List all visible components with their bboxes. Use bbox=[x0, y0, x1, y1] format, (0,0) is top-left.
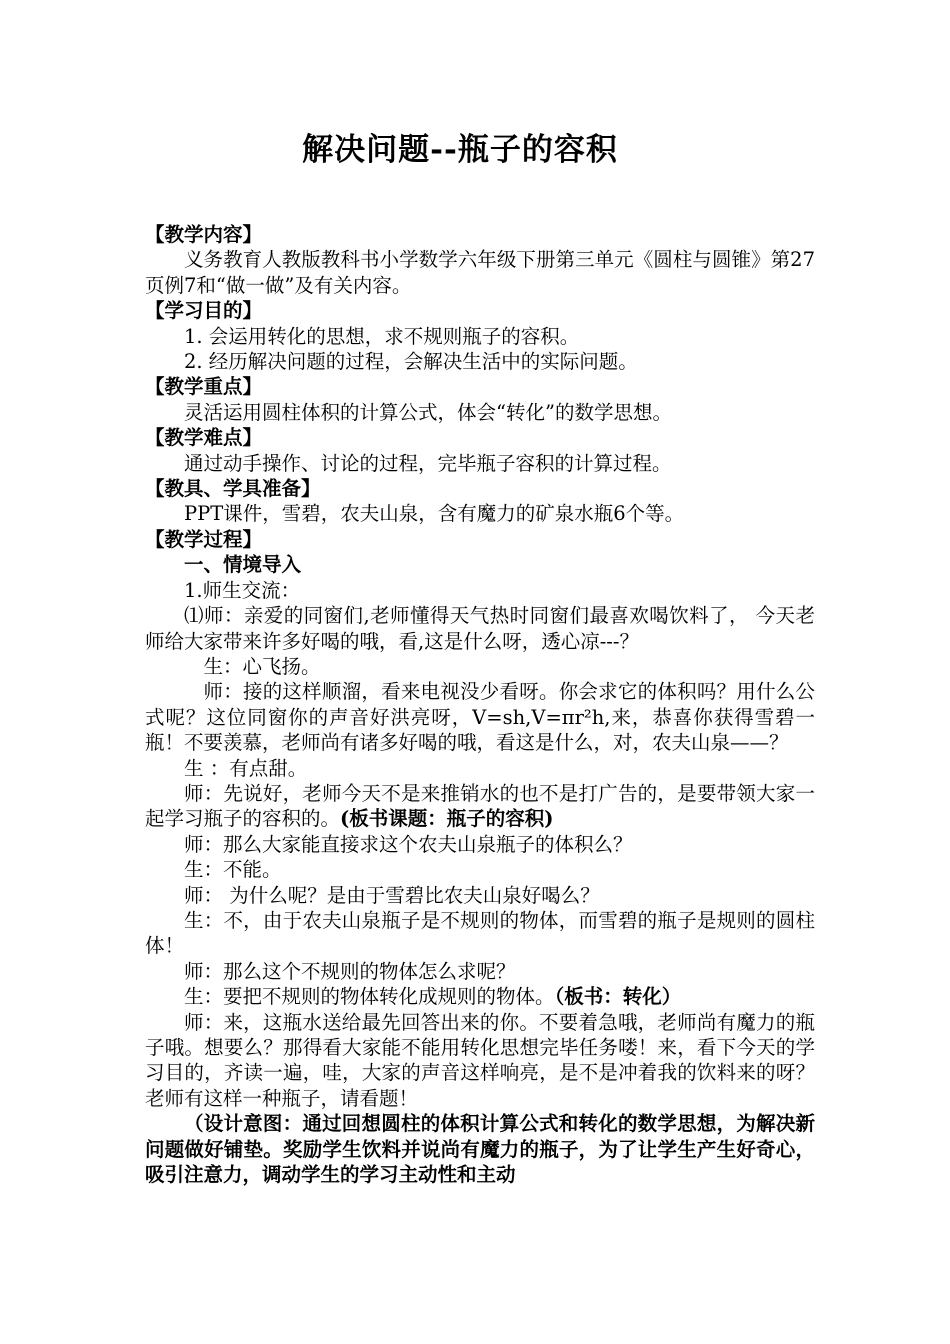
paragraph-step-1: 1.师生交流： bbox=[184, 578, 301, 602]
section-heading-goal: 【学习目的】 bbox=[145, 299, 263, 323]
dialog-line-6: 师：那么大家能直接求这个农夫山泉瓶子的体积么？ bbox=[184, 832, 633, 856]
section-heading-process: 【教学过程】 bbox=[145, 527, 263, 551]
dialog-line-11-text: 生：要把不规则的物体转化成规则的物体。 bbox=[184, 985, 555, 1009]
dialog-line-7: 生：不能。 bbox=[184, 858, 282, 882]
paragraph-difficulty: 通过动手操作、讨论的过程，完毕瓶子容积的计算过程。 bbox=[184, 451, 672, 475]
dialog-line-10: 师：那么这个不规则的物体怎么求呢？ bbox=[184, 959, 516, 983]
section-heading-difficulty: 【教学难点】 bbox=[145, 426, 263, 450]
paragraph-goal-1: 1. 会运用转化的思想，求不规则瓶子的容积。 bbox=[184, 324, 580, 348]
board-note-title: (板书课题：瓶子的容积) bbox=[340, 807, 554, 831]
dialog-line-5 bbox=[145, 781, 815, 832]
paragraph-goal-2: 2. 经历解决问题的过程，会解决生活中的实际问题。 bbox=[184, 350, 638, 374]
paragraph-content: 义务教育人教版教科书小学数学六年级下册第三单元《圆柱与圆锥》第27页例7和“做一做”及有关内容。 bbox=[145, 248, 815, 297]
design-intent-note: （设计意图：通过回想圆柱的体积计算公式和转化的数学思想，为解决新问题做好铺垫。奖励学生饮料并说尚有魔力的瓶子，为了让学生产生好奇心，吸引注意力，调动学生的学习主动性和主动 bbox=[145, 1112, 815, 1187]
dialog-line-9: 生：不，由于农夫山泉瓶子是不规则的物体，而雪碧的瓶子是规则的圆柱体！ bbox=[145, 908, 815, 958]
dialog-line-5-text: 师：先说好，老师今天不是来推销水的也不是打广告的，是要带领大家一起学习瓶子的容积的。 bbox=[145, 781, 815, 831]
paragraph-tools: PPT课件，雪碧，农夫山泉，含有魔力的矿泉水瓶6个等。 bbox=[184, 502, 685, 526]
section-heading-key: 【教学重点】 bbox=[145, 375, 263, 399]
subheading-intro: 一、情境导入 bbox=[184, 553, 302, 577]
dialog-line-4: 生 ：有点甜。 bbox=[184, 756, 308, 780]
paragraph-key: 灵活运用圆柱体积的计算公式，体会“转化”的数学思想。 bbox=[184, 400, 672, 424]
section-heading-content: 【教学内容】 bbox=[145, 223, 263, 246]
dialog-line-8: 师： 为什么呢？是由于雪碧比农夫山泉好喝么？ bbox=[184, 883, 600, 907]
dialog-line-3: 师：接的这样顺溜，看来电视没少看呀。你会求它的体积吗？用什么公式呢？这位同窗你的声音好洪亮呀，V=sh,V=πr²h,来，恭喜你获得雪碧一瓶！不要羡慕，老师尚有诸多好喝的哦，看这是什么，对，农夫山泉——？ bbox=[145, 680, 815, 755]
document-body bbox=[145, 222, 815, 1187]
dialog-line-12: 师：来，这瓶水送给最先回答出来的你。不要着急哦，老师尚有魔力的瓶子哦。想要么？那得看大家能不能用转化思想完毕任务喽！来，看下今天的学习目的，齐读一遍，哇，大家的声音这样响亮，是不是冲着我的饮料来的呀？老师有这样一种瓶子，请看题！ bbox=[145, 1010, 815, 1110]
page-title: 解决问题--瓶子的容积 bbox=[302, 132, 618, 168]
board-note-transform: （板书：转化） bbox=[554, 985, 682, 1009]
dialog-line-2: 生：心飞扬。 bbox=[203, 654, 321, 678]
dialog-line-1: ⑴师：亲爱的同窗们,老师懂得天气热时同窗们最喜欢喝饮料了， 今天老师给大家带来许多好喝的哦，看,这是什么呀，透心凉---？ bbox=[145, 604, 815, 653]
section-heading-tools: 【教具、学具准备】 bbox=[145, 477, 321, 501]
dialog-line-11 bbox=[145, 984, 815, 1009]
